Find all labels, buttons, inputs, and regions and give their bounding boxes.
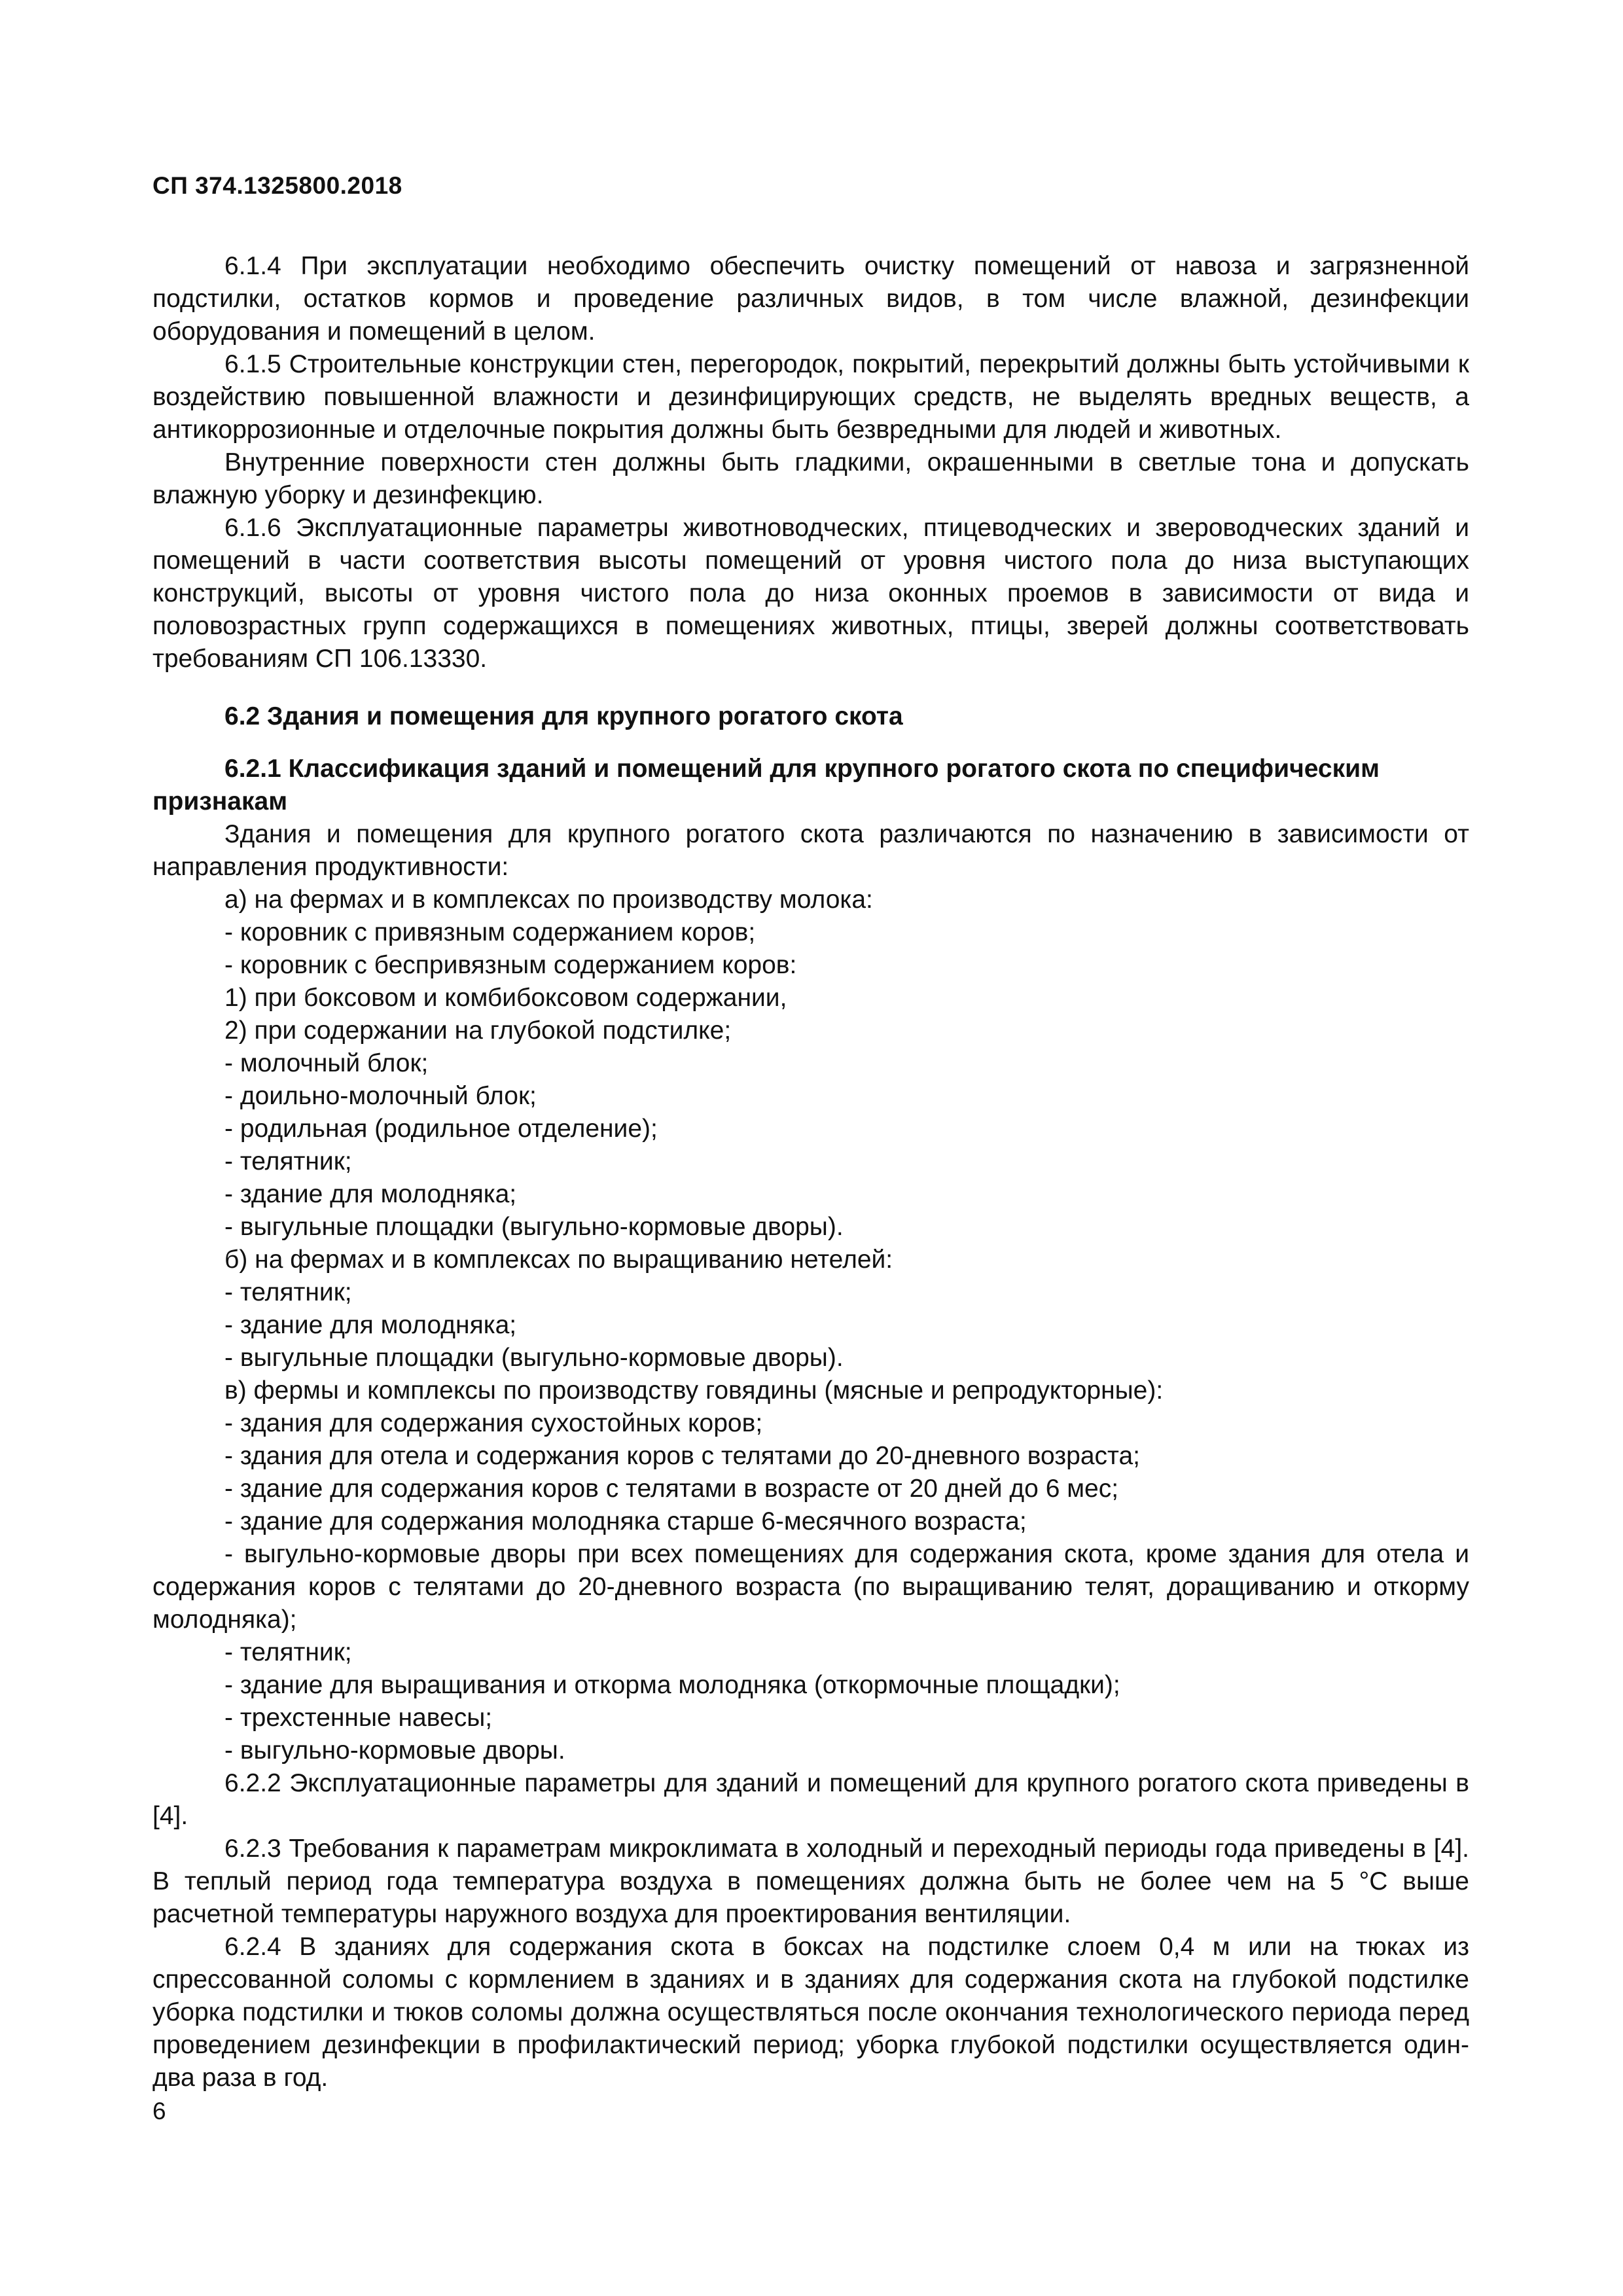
page-number: 6 [152,2098,166,2125]
list-item: - здание для содержания коров с телятами в возрасте от 20 дней до 6 мес; [224,1475,1119,1503]
list-item: - здания для отела и содержания коров с телятами до 20-дневного возраста; [224,1442,1140,1470]
list-item: - выгульные площадки (выгульно-кормовые дворы). [224,1213,844,1241]
list-item: в) фермы и комплексы по производству говядины (мясные и репродукторные): [224,1376,1164,1405]
document-code-header: СП 374.1325800.2018 [152,172,402,199]
paragraph-6-2-2: 6.2.2 Эксплуатационные параметры для зданий и помещений для крупного рогатого скота приведены в [4]. [152,1769,1469,1830]
list-item: - трехстенные навесы; [224,1704,493,1732]
list-item: - телятник; [224,1638,352,1666]
list-item-long: - выгульно-кормовые дворы при всех помещениях для содержания скота, кроме здания для отела и содержания коров с телятами до 20-дневного возраста (по выращиванию телят, доращиванию и откорму молодняка); [152,1540,1469,1634]
list-item: - телятник; [224,1278,352,1306]
list-item: - коровник с привязным содержанием коров; [224,918,756,946]
paragraph-6-1-5: 6.1.5 Строительные конструкции стен, перегородок, покрытий, перекрытий должны быть устойчивыми к воздействию повышенной влажности и дезинфицирующих средств, не выделять вредных веществ, а антикоррозионные и отделочные покрытия должны быть безвредными для людей и животных. [152,350,1469,444]
paragraph-6-2-3: 6.2.3 Требования к параметрам микроклимата в холодный и переходный периоды года приведены в [4]. В теплый период года температура воздуха в помещениях должна быть не более чем на 5 °С выше расчетной температуры наружного воздуха для проектирования вентиляции. [152,1835,1469,1928]
list-item: - здание для молодняка; [224,1311,517,1339]
list-item: - телятник; [224,1147,352,1175]
list-item: - здания для содержания сухостойных коров; [224,1409,763,1437]
list-item: - молочный блок; [224,1049,429,1077]
list-item: - здание для содержания молодняка старше 6-месячного возраста; [224,1507,1027,1535]
list-item: 1) при боксовом и комбибоксовом содержании, [224,984,787,1012]
paragraph-6-1-6: 6.1.6 Эксплуатационные параметры животноводческих, птицеводческих и звероводческих зданий и помещений в части соответствия высоты помещений от уровня чистого пола до низа выступающих конструкций, высоты от уровня чистого пола до низа оконных проемов в зависимости от вида и половозрастных групп содержащихся в помещениях животных, птицы, зверей должны соответствовать требованиям СП 106.13330. [152,514,1469,673]
list-item: - выгульно-кормовые дворы. [224,1736,565,1765]
subsection-heading-6-2-1: 6.2.1 Классификация зданий и помещений для крупного рогатого скота по специфическим признакам [152,755,1380,816]
list-item: - выгульные площадки (выгульно-кормовые дворы). [224,1344,844,1372]
paragraph-6-1-4: 6.1.4 При эксплуатации необходимо обеспечить очистку помещений от навоза и загрязненной подстилки, остатков кормов и проведение различных видов, в том числе влажной, дезинфекции оборудования и помещений в целом. [152,252,1469,346]
building-types-list [152,884,1469,1767]
list-item: а) на фермах и в комплексах по производству молока: [224,886,873,914]
document-body [152,250,1469,2094]
list-item: - здание для молодняка; [224,1180,517,1208]
list-item: 2) при содержании на глубокой подстилке; [224,1016,732,1045]
list-item: - здание для выращивания и откорма молодняка (откормочные площадки); [224,1671,1120,1699]
list-item: б) на фермах и в комплексах по выращиванию нетелей: [224,1246,893,1274]
list-item: - доильно-молочный блок; [224,1082,537,1110]
paragraph-6-2-4: 6.2.4 В зданиях для содержания скота в боксах на подстилке слоем 0,4 м или на тюках из спрессованной соломы с кормлением в зданиях и в зданиях для содержания скота на глубокой подстилке уборка подстилки и тюков соломы должна осуществляться после окончания технологического периода перед проведением дезинфекции в профилактический период; уборка глубокой подстилки осуществляется один-два раза в год. [152,1933,1469,2092]
list-item: - коровник с беспривязным содержанием коров: [224,951,797,979]
list-item: - родильная (родильное отделение); [224,1115,658,1143]
paragraph-6-1-5-walls: Внутренние поверхности стен должны быть гладкими, окрашенными в светлые тона и допускать влажную уборку и дезинфекцию. [152,448,1469,509]
section-heading-6-2: 6.2 Здания и помещения для крупного рогатого скота [224,702,903,730]
paragraph-6-2-1-intro: Здания и помещения для крупного рогатого скота различаются по назначению в зависимости от направления продуктивности: [152,820,1469,881]
